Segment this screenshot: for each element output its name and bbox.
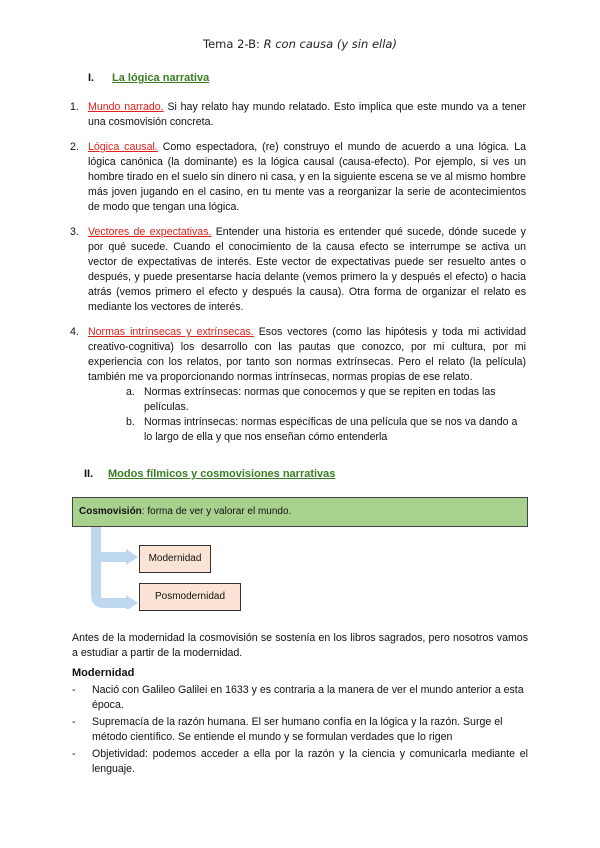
intro-paragraph: Antes de la modernidad la cosmovisión se sostenía en los libros sagrados, pero nosotros vamos a estudiar a partir de la modernidad. xyxy=(72,632,528,659)
list-item: 4. Normas intrínsecas y extrínsecas. Esos vectores (como las hipótesis y toda mi actividad creativo-cognitiva) los desarrollo con las pautas que conozco, por mi cultura, por mi experiencia con los relatos, por tanto son normas extrínsecas. Pero el relato (la película) también me va proporcionando normas intrínsecas, normas propias de ese relato. xyxy=(70,326,526,383)
modernidad-heading: Modernidad xyxy=(72,667,135,679)
list-item: - Objetividad: podemos acceder a ella por la razón y la ciencia y comunicarla mediante el lenguaje. xyxy=(72,748,528,775)
bullet-list xyxy=(72,683,528,779)
arrow-head-icon xyxy=(126,595,138,609)
arrow-head-icon xyxy=(126,549,138,565)
page-title-italic: R con causa (y sin ella) xyxy=(263,37,397,51)
diagram-node-modernidad: Modernidad xyxy=(139,545,211,573)
list-item: 3. Vectores de expectativas. Entender una historia es entender qué sucede, dónde sucede y por qué sucede. Cuando el conocimiento de la causa efecto se interrumpe se activa un vector de expectativas de interés. Este vector de expectativas puede ser resuelto antes o después, y puede presentarse hacia delante (vemos primero la y después el efecto) o hacia atrás (vemos primero el efecto y después la causa). Otra forma de organizar el relato es mediante los vectores de interés. xyxy=(70,226,526,313)
diagram-node-posmodernidad: Posmodernidad xyxy=(139,583,241,611)
page-title: Tema 2-B: R con causa (y sin ella) xyxy=(203,37,397,51)
sub-list xyxy=(126,385,526,445)
numbered-list xyxy=(70,100,526,445)
term-vectores: Vectores de expectativas. xyxy=(88,226,212,238)
list-item: 1. Mundo narrado. Si hay relato hay mundo relatado. Esto implica que este mundo va a tener una cosmovisión concreta. xyxy=(70,101,526,128)
diagram-root-box: Cosmovisión: forma de ver y valorar el mundo. xyxy=(72,497,528,527)
section-1-title: La lógica narrativa xyxy=(112,72,210,84)
sub-list-item: b. Normas intrínsecas: normas específicas de una película que se nos va dando a lo largo de ella y que nos enseñan cómo entenderla xyxy=(126,416,518,443)
list-item: - Supremacía de la razón humana. El ser humano confía en la lógica y la razón. Surge el método científico. Se entiende el mundo y se formulan verdades que lo rigen xyxy=(72,716,503,743)
term-mundo-narrado: Mundo narrado. xyxy=(88,101,164,113)
list-item: 2. Lógica causal. Como espectadora, (re) construyo el mundo de acuerdo a una lógica. La lógica canónica (la dominante) es la lógica causal (causa-efecto). Por ejemplo, si ves un hombre tirado en el suelo sin dinero ni casa, y en la siguiente escena se ve al mismo hombre más joven jugando en el casino, en tu mente vas a reorganizar la serie de acontecimientos de modo que tengan una lógica. xyxy=(70,141,526,213)
term-normas: Normas intrínsecas y extrínsecas. xyxy=(88,326,254,338)
document-page: Tema 2-B: R con causa (y sin ella) I. La lógica narrativa 1. Mundo narrado. Si hay relato hay mundo relatado. Esto implica que este mundo va a tener una cosmovisión concreta. 2. Lógica causal. Como espectadora, (re) construyo el mundo de acuerdo a una lógica. La lógica canónica (la dominante) es la lógica causal (causa-efecto). Por ejemplo, si ves un hombre tirado en el suelo sin dinero ni casa, y en la siguiente escena se ve al mismo hombre más joven jugando en el casino, en tu mente vas a reorganizar la serie de acontecimientos de modo que tengan una lógica. 3. Vectores de expectativas. Entender una historia es entender qué sucede, dónde sucede y por qué sucede. Cuando el conocimiento de la causa efecto se interrumpe se activa un vector de expectativas de interés. Este vector de expectativas puede ser resuelto antes o después, y puede presentarse hacia delante (vemos primero la y después el efecto) o hacia atrás (vemos primero el efecto y después la causa). Otra forma de organizar el relato es mediante los vectores de interés. 4. Normas intrínsecas y extrínsecas. Esos vectores (como las hipótesis y toda mi actividad creativo-cognitiva) los desarrollo con las pautas que conozco, por mi cultura, por mi experiencia con los relatos, por tanto son normas extrínsecas. Pero el relato (la película) también me va proporcionando normas intrínsecas, normas propias de ese relato. a. Normas extrínsecas: normas que conocemos y que se repiten en todas las películas. b. Normas intrínsecas: normas específicas de una película que se nos va dando a lo largo de ella y que nos enseñan cómo entenderla II. Modos fílmicos y cosmovisiones narrativas Cosmovisión: forma de ver y valorar el mundo. Modernidad Posmodernidad Antes de la modernidad la cosmovisión se sostenía en los libros sagrados, pero nosotros vamos a estudiar a partir de la modernidad. Modernidad - Nació con Galileo Galilei en 1633 y es contraria a la manera de ver el mundo anterior a esta época. - Supremacía de la razón humana. El ser humano confía en la lógica y la razón. Surge el método científico. Se entiende el mundo y se formulan verdades que lo rigen - Objetividad: podemos acceder a ella por la razón y la ciencia y comunicarla mediante el lenguaje. xyxy=(0,0,600,848)
section-2-title: Modos fílmicos y cosmovisiones narrativas xyxy=(108,468,336,480)
sub-list-item: a. Normas extrínsecas: normas que conocemos y que se repiten en todas las películas. xyxy=(126,386,496,413)
term-logica-causal: Lógica causal. xyxy=(88,141,158,153)
list-item: - Nació con Galileo Galilei en 1633 y es contraria a la manera de ver el mundo anterior a esta época. xyxy=(72,684,524,711)
